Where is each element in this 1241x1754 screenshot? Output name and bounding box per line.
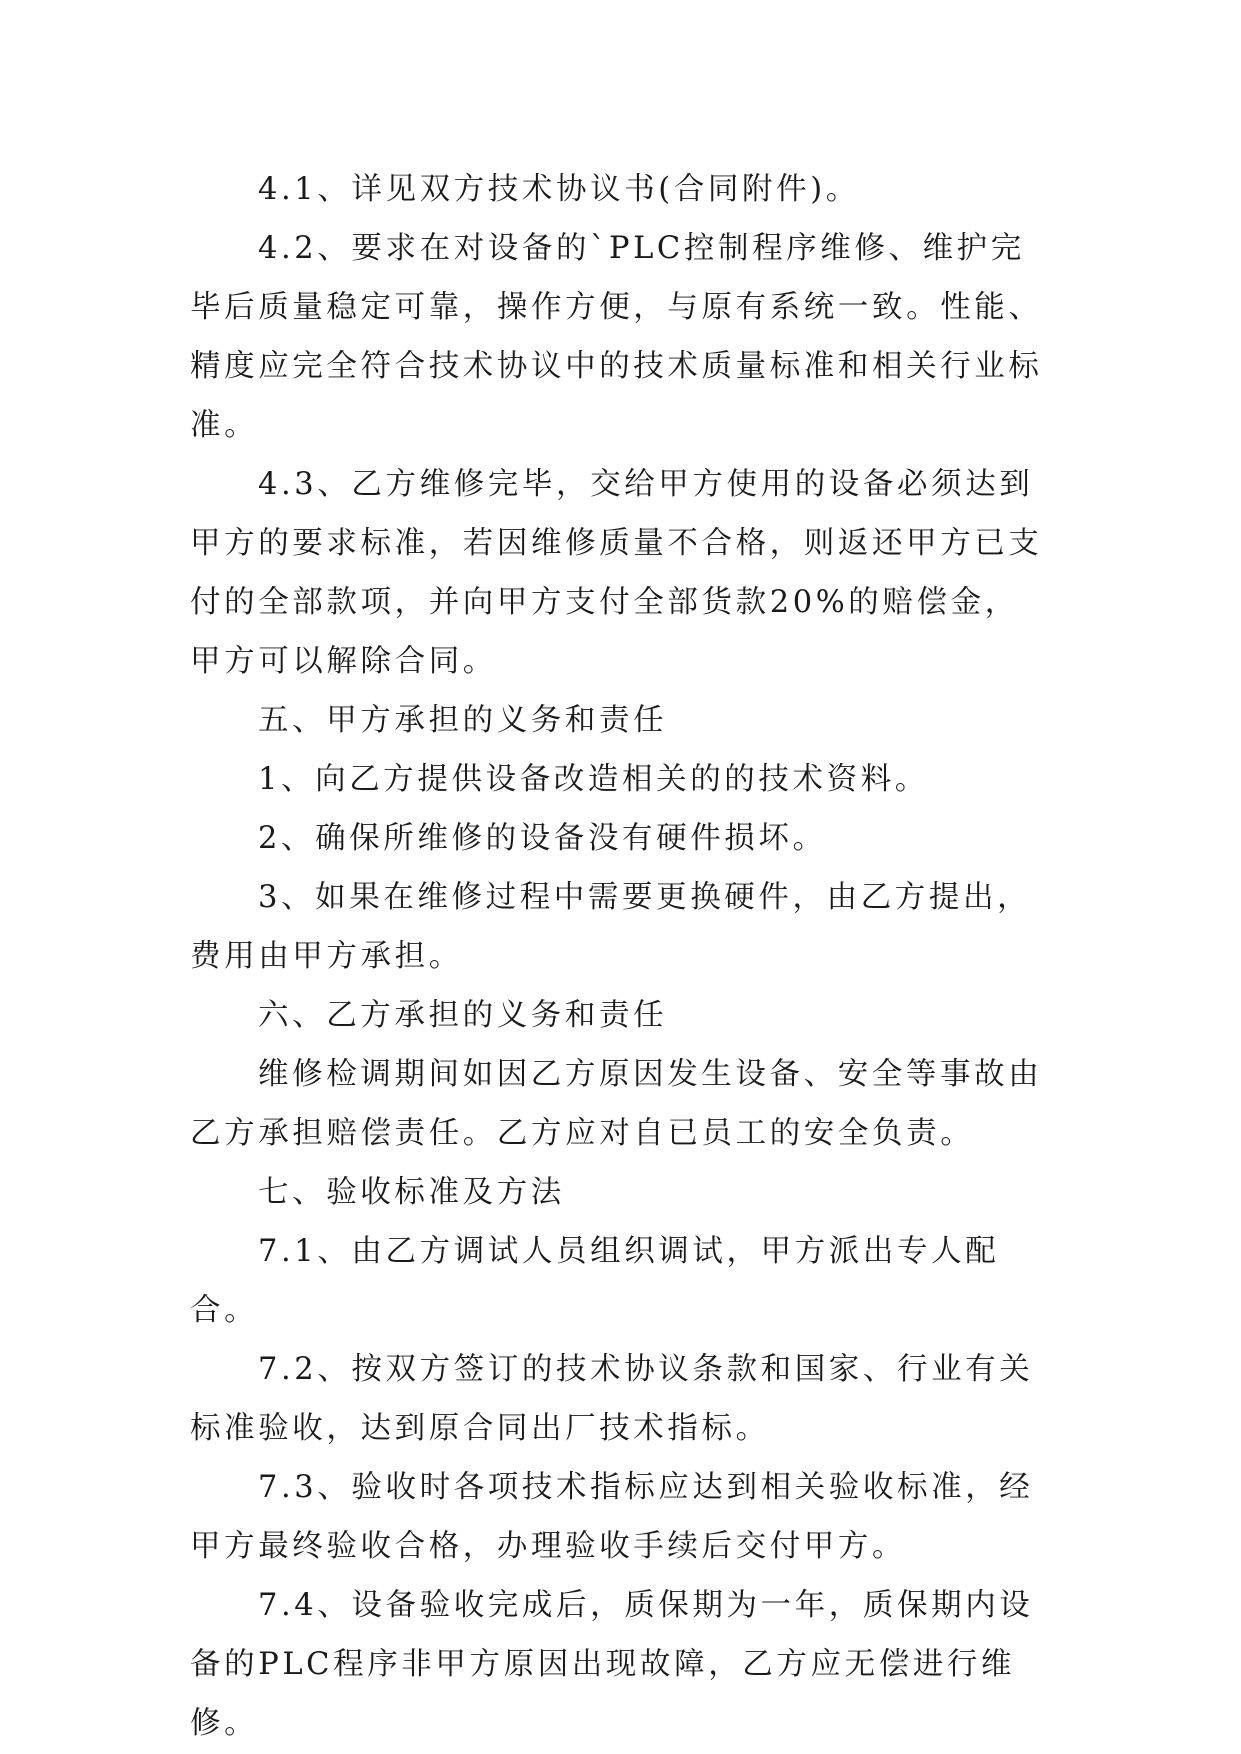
clause-7-4: 7.4、设备验收完成后，质保期为一年，质保期内设备的PLC程序非甲方原因出现故障，乙方应无偿进行维修。 [190, 1588, 1034, 1741]
section-heading-6: 六、乙方承担的义务和责任 [258, 998, 668, 1033]
clause-5-2: 2、确保所维修的设备没有硬件损坏。 [258, 821, 827, 856]
clause-7-3: 7.3、验收时各项技术指标应达到相关验收标准，经甲方最终验收合格，办理验收手续后交付甲方。 [190, 1470, 1034, 1564]
clause-7-2: 7.2、按双方签订的技术协议条款和国家、行业有关标准验收，达到原合同出厂技术指标。 [190, 1352, 1034, 1446]
clause-5-3: 3、如果在维修过程中需要更换硬件，由乙方提出，费用由甲方承担。 [190, 880, 1032, 974]
clause-4-1: 4.1、详见双方技术协议书(合同附件)。 [258, 172, 860, 207]
clause-4-3: 4.3、乙方维修完毕，交给甲方使用的设备必须达到甲方的要求标准，若因维修质量不合格，则返还甲方已支付的全部款项，并向甲方支付全部货款20%的赔偿金，甲方可以解除合同。 [190, 467, 1043, 679]
clause-7-1: 7.1、由乙方调试人员组织调试，甲方派出专人配合。 [190, 1234, 1000, 1328]
section-heading-7: 七、验收标准及方法 [258, 1175, 565, 1210]
clause-4-2: 4.2、要求在对设备的`PLC控制程序维修、维护完毕后质量稳定可靠，操作方便，与原有系统一致。性能、精度应完全符合技术协议中的技术质量标准和相关行业标准。 [190, 231, 1043, 443]
document-body [190, 160, 1050, 1753]
clause-5-1: 1、向乙方提供设备改造相关的的技术资料。 [258, 762, 929, 797]
clause-6-body: 维修检调期间如因乙方原因发生设备、安全等事故由乙方承担赔偿责任。乙方应对自已员工的安全负责。 [190, 1057, 1043, 1151]
section-heading-5: 五、甲方承担的义务和责任 [258, 703, 668, 738]
